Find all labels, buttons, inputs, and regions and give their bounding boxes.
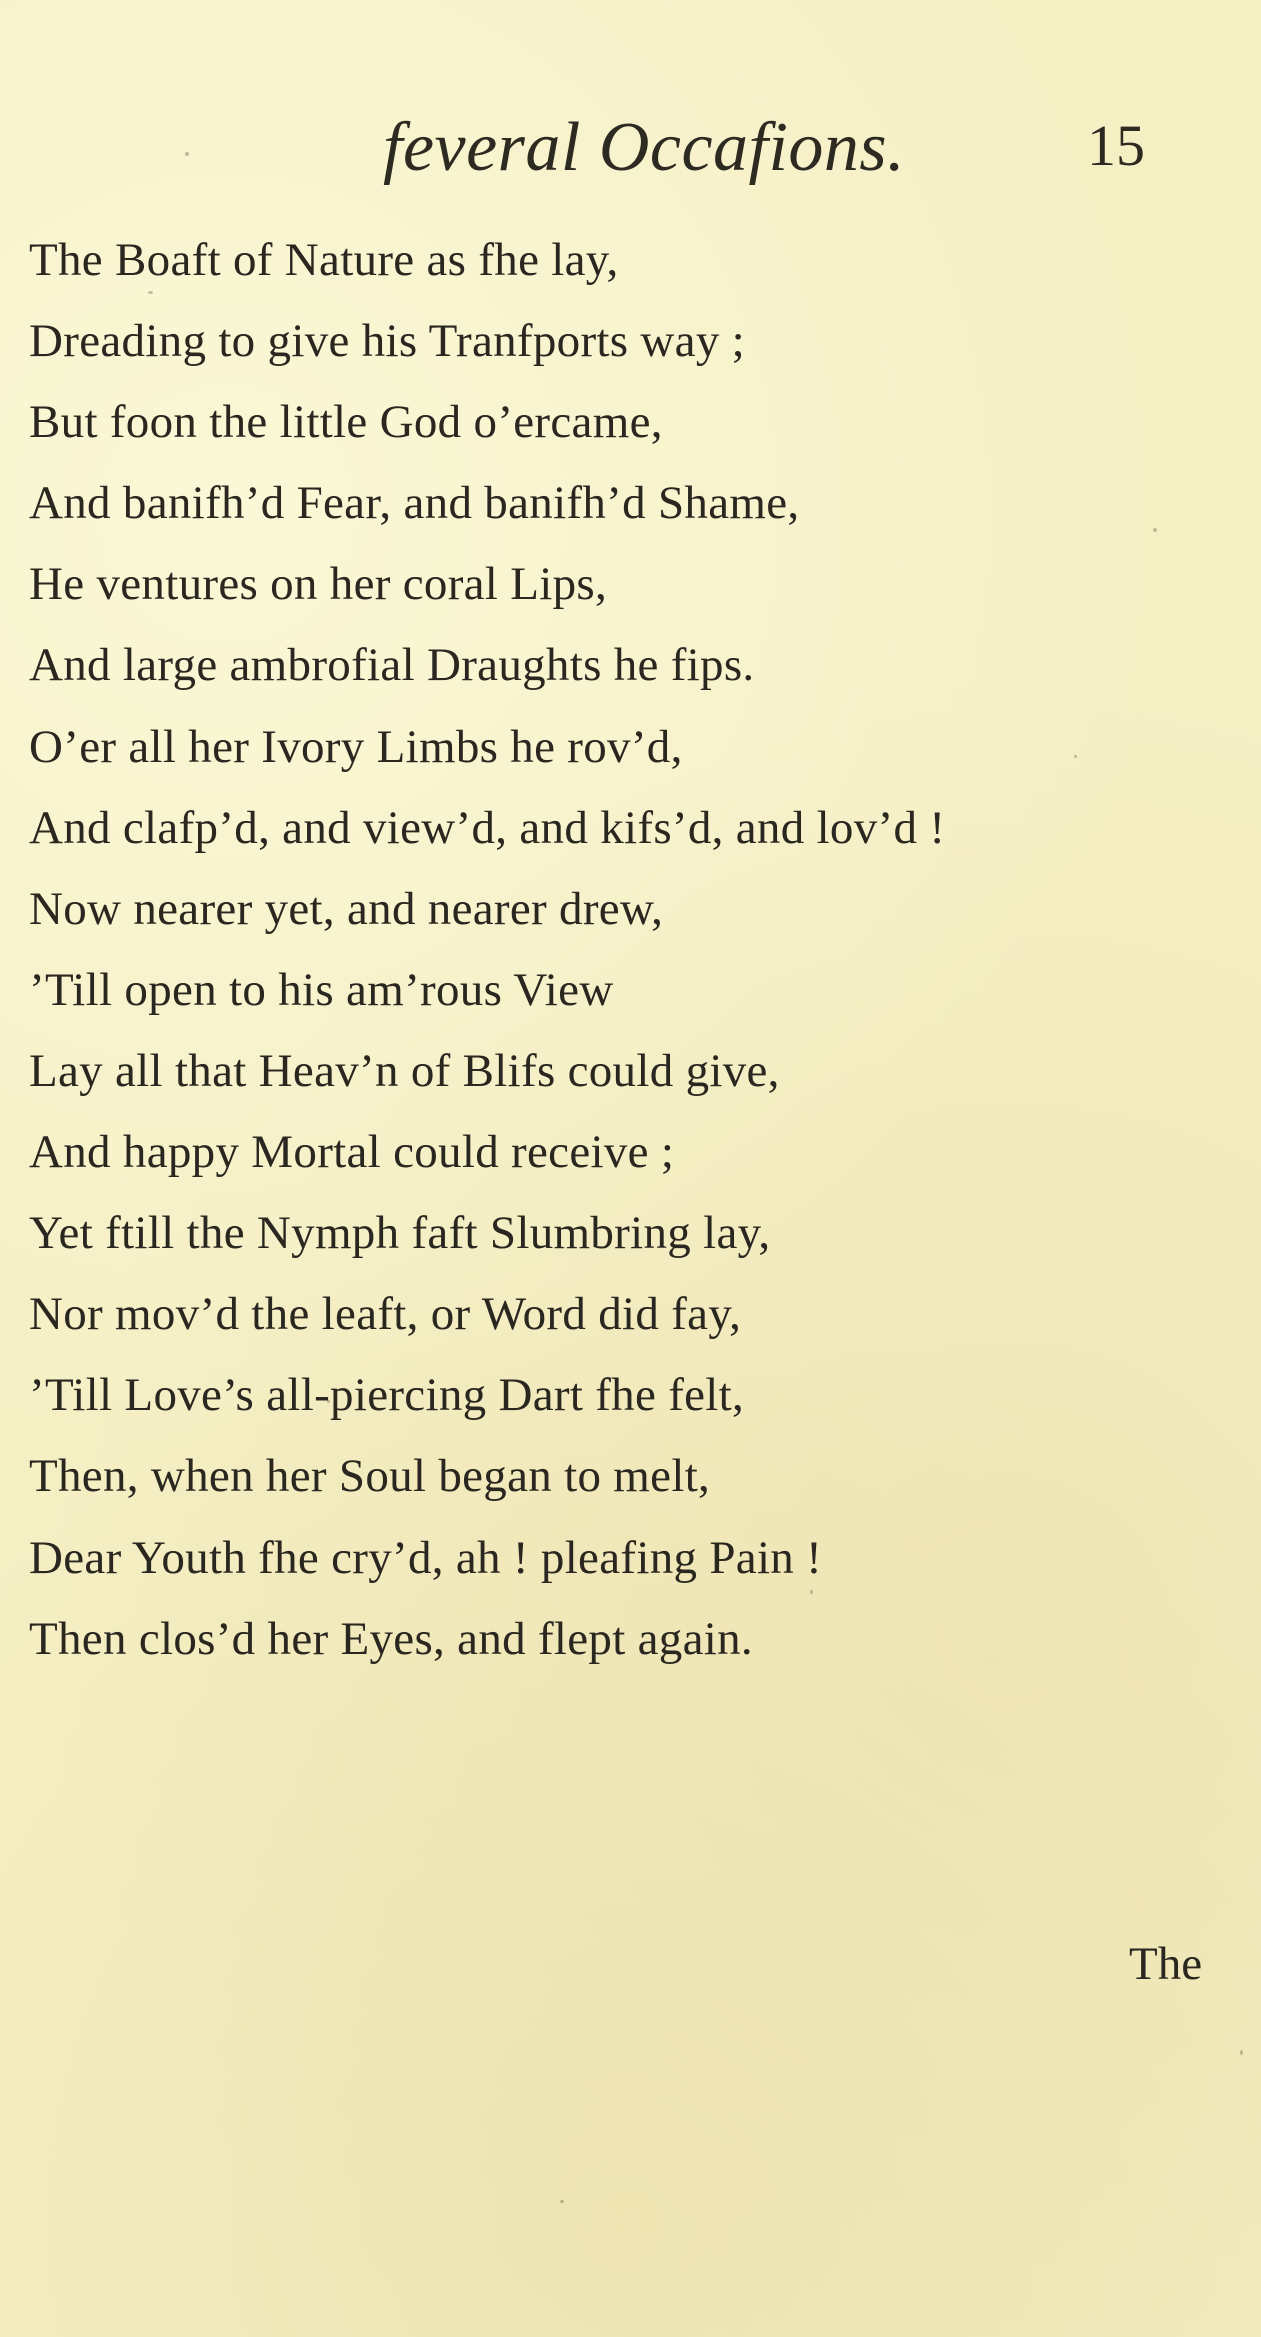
verse-line-2: Dreading to give his Tranfports way ; bbox=[29, 315, 746, 368]
verse-line-9: Now nearer yet, and nearer drew, bbox=[29, 882, 664, 935]
verse-line-16: Then, when her Soul began to melt, bbox=[29, 1450, 711, 1503]
verse-line-14: Nor mov’d the leaft, or Word did fay, bbox=[29, 1288, 742, 1341]
paper-speck bbox=[1240, 2050, 1243, 2055]
running-title: feveral Occafions. bbox=[383, 109, 906, 186]
verse-line-7: O’er all her Ivory Limbs he rov’d, bbox=[29, 720, 683, 773]
verse-line-18: Then clos’d her Eyes, and flept again. bbox=[29, 1612, 753, 1665]
verse-line-15: ’Till Love’s all-piercing Dart fhe felt, bbox=[29, 1369, 745, 1422]
verse-line-3: But foon the little God o’ercame, bbox=[29, 396, 663, 449]
paper-speck bbox=[185, 152, 189, 156]
verse-line-5: He ventures on her coral Lips, bbox=[29, 558, 608, 611]
paper-speck bbox=[327, 1400, 330, 1403]
poem-text bbox=[29, 220, 1229, 1680]
verse-line-11: Lay all that Heav’n of Blifs could give, bbox=[29, 1044, 780, 1097]
verse-line-6: And large ambrofial Draughts he fips. bbox=[29, 639, 755, 692]
verse-line-17: Dear Youth fhe cry’d, ah ! pleafing Pain ! bbox=[29, 1531, 823, 1584]
verse-line-8: And clafp’d, and view’d, and kifs’d, and lov’d ! bbox=[29, 801, 946, 854]
paper-speck bbox=[148, 291, 153, 294]
verse-line-12: And happy Mortal could receive ; bbox=[29, 1126, 675, 1179]
page-number: 15 bbox=[1087, 113, 1145, 178]
verse-line-13: Yet ftill the Nymph faft Slumbring lay, bbox=[29, 1207, 771, 1260]
catchword: The bbox=[1129, 1938, 1203, 1990]
paper-speck bbox=[810, 1590, 813, 1594]
verse-line-4: And banifh’d Fear, and banifh’d Shame, bbox=[29, 477, 800, 530]
verse-line-1: The Boaft of Nature as fhe lay, bbox=[29, 234, 619, 286]
paper-speck bbox=[1153, 528, 1157, 532]
paper-speck bbox=[560, 2200, 564, 2203]
running-head bbox=[0, 108, 1261, 198]
verse-line-10: ’Till open to his am’rous View bbox=[29, 963, 614, 1016]
paper-speck bbox=[1074, 755, 1077, 758]
